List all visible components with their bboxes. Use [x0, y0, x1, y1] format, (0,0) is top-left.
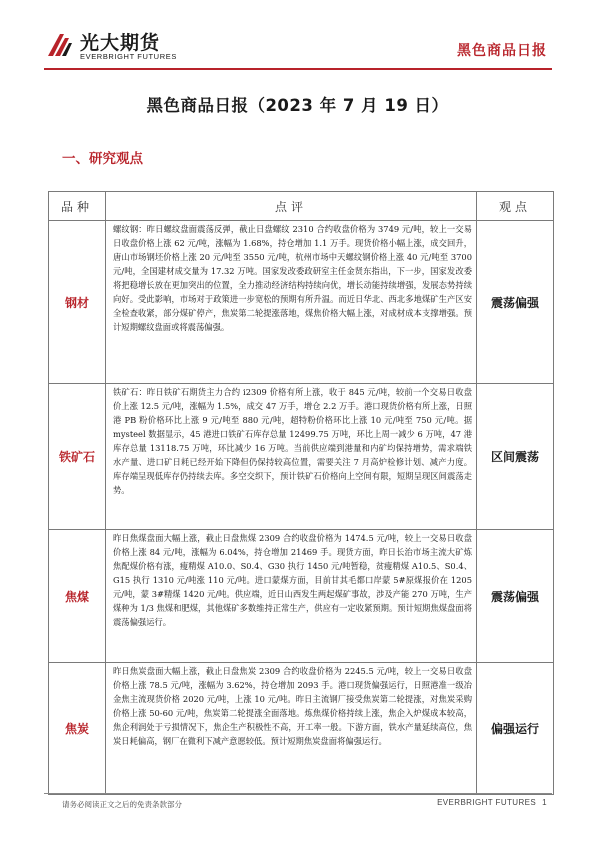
view-cell: 震荡偏强	[477, 530, 554, 663]
table-row-coking-coal	[49, 530, 554, 663]
view-cell: 区间震荡	[477, 384, 554, 530]
footer-divider	[44, 793, 552, 794]
view-cell: 震荡偏强	[477, 221, 554, 384]
page-header	[0, 0, 595, 76]
research-views-table	[48, 191, 553, 795]
comment-cell: 铁矿石：昨日铁矿石期货主力合约 i2309 价格有所上涨，收于 845 元/吨，较前一个交易日收盘价上涨 12.5 元/吨，涨幅为 1.5%，成交 47 万手，增仓 2.2 万手。港口现货价格有所上涨，日照港 PB 粉价格环比上涨 9 元/吨至 880 元/吨，超特粉价格环比上涨 10 元/吨至 750 元/吨。据 mysteel 数据显示，45 港进口铁矿石库存总量 12499.75 万吨，环比上周一减少 6 万吨，47 港库存总量 13118.75 万吨，环比减少 16 万吨。当前供应端到港量和内矿均保持增势，需求端铁水产量、进口矿日耗已经开始下降但仍保持较高位置，需要关注 7 月高炉检修计划、减产力度。库存端呈现低库存仍持续去库。多空交织下，预计铁矿石价格向上空间有限，短期呈现区间震荡走势。	[106, 384, 477, 530]
header-divider	[44, 68, 552, 70]
comment-cell: 昨日焦煤盘面大幅上涨，截止日盘焦煤 2309 合约收盘价格为 1474.5 元/吨，较上一交易日收盘价格上涨 84 元/吨，涨幅为 6.04%，持仓增加 21469 手。现货方面，昨日长治市场主流大矿炼焦配煤价格有涨，瘦精煤 A10.0、S0.4、G30 执行 1450 元/吨暂稳，贫瘦精煤 A10.5、S0.4、G15 执行 1310 元/吨涨 110 元/吨。进口蒙煤方面，目前甘其毛都口岸蒙 5#原煤报价在 1205 元/吨，蒙 3#精煤 1420 元/吨。供应端，近日山西发生两起煤矿事故，涉及产能 270 万吨，生产煤种为 1/3 焦煤和肥煤，其他煤矿多数维持正常生产，供应有一定收紧预期。预计短期焦煤盘面将震荡偏强运行。	[106, 530, 477, 663]
variety-cell: 焦炭	[49, 663, 106, 795]
column-header-view: 观点	[477, 192, 554, 221]
table-row-iron-ore	[49, 384, 554, 530]
page-number: 1	[542, 798, 547, 807]
everbright-logo-icon	[44, 30, 74, 60]
comment-cell: 螺纹钢：昨日螺纹盘面震荡反弹，截止日盘螺纹 2310 合约收盘价格为 3749 元/吨，较上一交易日收盘价格上涨 62 元/吨，涨幅为 1.68%，持仓增加 1.1 万手。现货价格小幅上涨，成交回升，唐山市场钢坯价格上涨 20 元/吨至 3550 元/吨，杭州市场中天螺纹钢价格上涨 40 元/吨至 3700 元/吨，全国建材成交量为 17.32 万吨。国家发改委政研室主任金贤东指出，下一步，国家发改委将把稳增长放在更加突出的位置，全力推动经济结构持续向优，增长动能持续增强，发展态势持续向好。受此影响，市场对于政策进一步宽松的预期有所升温。而近日华北、西北多地煤矿生产区安全检查收紧，部分煤矿停产，焦炭第二轮提涨落地，煤焦价格大幅上涨，对成材成本支撑增强。预计短期螺纹盘面或将震荡偏强。	[106, 221, 477, 384]
section-heading: 一、研究观点	[62, 151, 143, 167]
logo-text-en: EVERBRIGHT FUTURES	[80, 52, 177, 61]
variety-cell: 铁矿石	[49, 384, 106, 530]
report-type-title: 黑色商品日报	[457, 43, 547, 59]
column-header-comment: 点评	[106, 192, 477, 221]
variety-cell: 钢材	[49, 221, 106, 384]
table-row-coke	[49, 663, 554, 795]
footer-brand-name: EVERBRIGHT FUTURES	[437, 798, 537, 807]
variety-cell: 焦煤	[49, 530, 106, 663]
column-header-variety: 品种	[49, 192, 106, 221]
comment-cell: 昨日焦炭盘面大幅上涨，截止日盘焦炭 2309 合约收盘价格为 2245.5 元/吨，较上一交易日收盘价格上涨 78.5 元/吨，涨幅为 3.62%，持仓增加 2093 手。港口现货偏强运行，日照港准一级冶金焦主流现货价格 2020 元/吨，上涨 10 元/吨。昨日主流钢厂接受焦炭第二轮提涨，对焦炭采购价格上涨 50-60 元/吨，焦炭第二轮提涨全面落地。炼焦煤价格持续上涨，焦企入炉煤成本较高，焦企利润处于亏损情况下，焦企生产积极性不高，开工率一般。下游方面，铁水产量延续高位，焦炭日耗偏高，钢厂在微利下减产意愿较低。预计短期焦炭盘面将偏强运行。	[106, 663, 477, 795]
footer-brand	[437, 798, 547, 807]
footer-disclaimer: 请务必阅读正文之后的免责条款部分	[62, 800, 182, 809]
table-row-steel	[49, 221, 554, 384]
logo-text-cn: 光大期货	[80, 32, 161, 54]
view-cell: 偏强运行	[477, 663, 554, 795]
company-logo	[44, 30, 184, 66]
table-header-row	[49, 192, 554, 221]
document-title: 黑色商品日报（2023 年 7 月 19 日）	[146, 96, 449, 115]
